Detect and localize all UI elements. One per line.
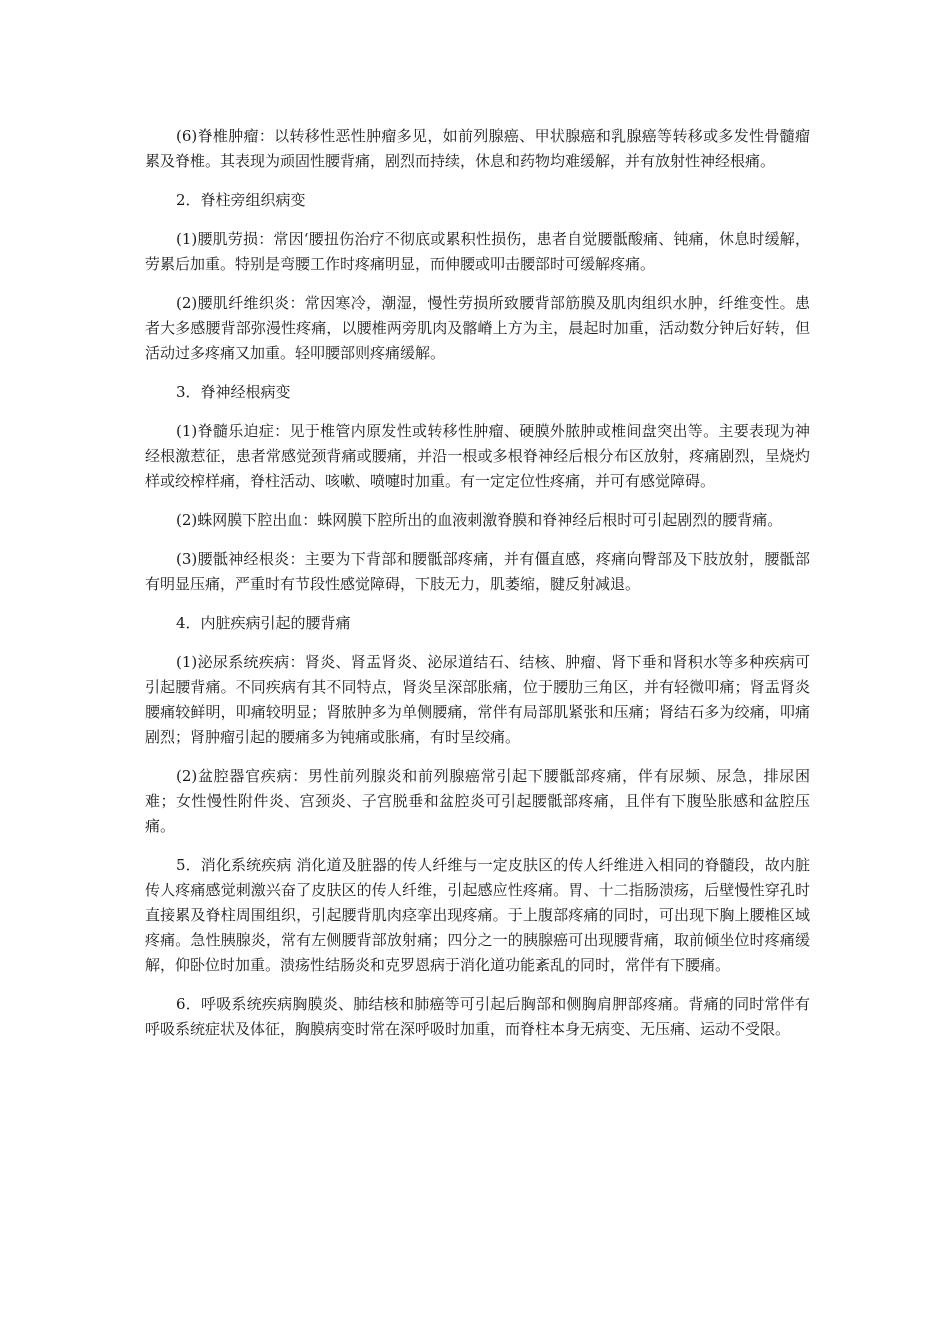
paragraph-lumbar-strain: (1)腰肌劳损：常因‘腰扭伤治疗不彻底或累积性损伤，患者自觉腰骶酸痛、钝痛，休息时缓解，劳累后加重。特别是弯腰工作时疼痛明显，而伸腰或叩击腰部时可缓解疼痛。 xyxy=(145,230,810,273)
document-page xyxy=(145,124,810,1056)
paragraph-spinal-tumor: (6)脊椎肿瘤：以转移性恶性肿瘤多见，如前列腺癌、甲状腺癌和乳腺癌等转移或多发性骨髓瘤累及脊椎。其表现为顽固性腰背痛，剧烈而持续，休息和药物均难缓解，并有放射性神经根痛。 xyxy=(145,127,810,170)
paragraph-urinary: (1)泌尿系统疾病：肾炎、肾盂肾炎、泌尿道结石、结核、肿瘤、肾下垂和肾积水等多种疾病可引起腰背痛。不同疾病有其不同特点，肾炎呈深部胀痛，位于腰肋三角区，并有轻微叩痛；肾盂肾炎腰痛较鲜明，叩痛较明显；肾脓肿多为单侧腰痛，常伴有局部肌紧张和压痛；肾结石多为绞痛，叩痛剧烈；肾肿瘤引起的腰痛多为钝痛或胀痛，有时呈绞痛。 xyxy=(145,653,810,746)
section-heading-nerve-root: 3．脊神经根病变 xyxy=(176,383,291,401)
section-heading-visceral: 4．内脏疾病引起的腰背痛 xyxy=(176,614,351,632)
paragraph-fibrositis: (2)腰肌纤维织炎：常因寒冷，潮湿，慢性劳损所致腰背部筋膜及肌肉组织水肿，纤维变性。患者大多感腰背部弥漫性疼痛，以腰椎两旁肌肉及髂嵴上方为主，晨起时加重，活动数分钟后好转，但活动过多疼痛又加重。轻叩腰部则疼痛缓解。 xyxy=(145,294,810,362)
paragraph-respiratory: 6．呼吸系统疾病胸膜炎、肺结核和肺癌等可引起后胸部和侧胸肩胛部疼痛。背痛的同时常伴有呼吸系统症状及体征，胸膜病变时常在深呼吸时加重，而脊柱本身无病变、无压痛、运动不受限。 xyxy=(145,995,810,1038)
paragraph-pelvic: (2)盆腔器官疾病：男性前列腺炎和前列腺癌常引起下腰骶部疼痛，伴有尿频、尿急，排尿困难；女性慢性附件炎、宫颈炎、子宫脱垂和盆腔炎可引起腰骶部疼痛，且伴有下腹坠胀感和盆腔压痛。 xyxy=(145,767,810,835)
paragraph-subarachnoid: (2)蛛网膜下腔出血：蛛网膜下腔所出的血液刺激脊膜和脊神经后根时可引起剧烈的腰背痛。 xyxy=(176,511,783,529)
paragraph-digestive: 5．消化系统疾病 消化道及脏器的传人纤维与一定皮肤区的传人纤维进入相同的脊髓段，故内脏传人疼痛感觉刺激兴奋了皮肤区的传人纤维，引起感应性疼痛。胃、十二指肠溃疡，后壁慢性穿孔时直接累及脊柱周围组织，引起腰背肌肉痉挛出现疼痛。于上腹部疼痛的同时，可出现下胸上腰椎区域疼痛。急性胰腺炎，常有左侧腰背部放射痛；四分之一的胰腺癌可出现腰背痛，取前倾坐位时疼痛缓解，仰卧位时加重。溃疡性结肠炎和克罗恩病于消化道功能紊乱的同时，常伴有下腰痛。 xyxy=(145,856,810,974)
paragraph-spinal-compression: (1)脊髓乐迫症：见于椎管内原发性或转移性肿瘤、硬膜外脓肿或椎间盘突出等。主要表现为神经根激惹征，患者常感觉颈背痛或腰痛，并沿一根或多根脊神经后根分布区放射，疼痛剧烈，呈烧灼样或绞榨样痛，脊柱活动、咳嗽、喷嚏时加重。有一定定位性疼痛，并可有感觉障碍。 xyxy=(145,422,810,490)
section-heading-paraspinal: 2．脊柱旁组织病变 xyxy=(176,191,306,209)
paragraph-lumbosacral-radiculitis: (3)腰骶神经根炎：主要为下背部和腰骶部疼痛，并有僵直感，疼痛向臀部及下肢放射，腰骶部有明显压痛，严重时有节段性感觉障碍，下肢无力，肌萎缩，腱反射减退。 xyxy=(145,550,810,593)
